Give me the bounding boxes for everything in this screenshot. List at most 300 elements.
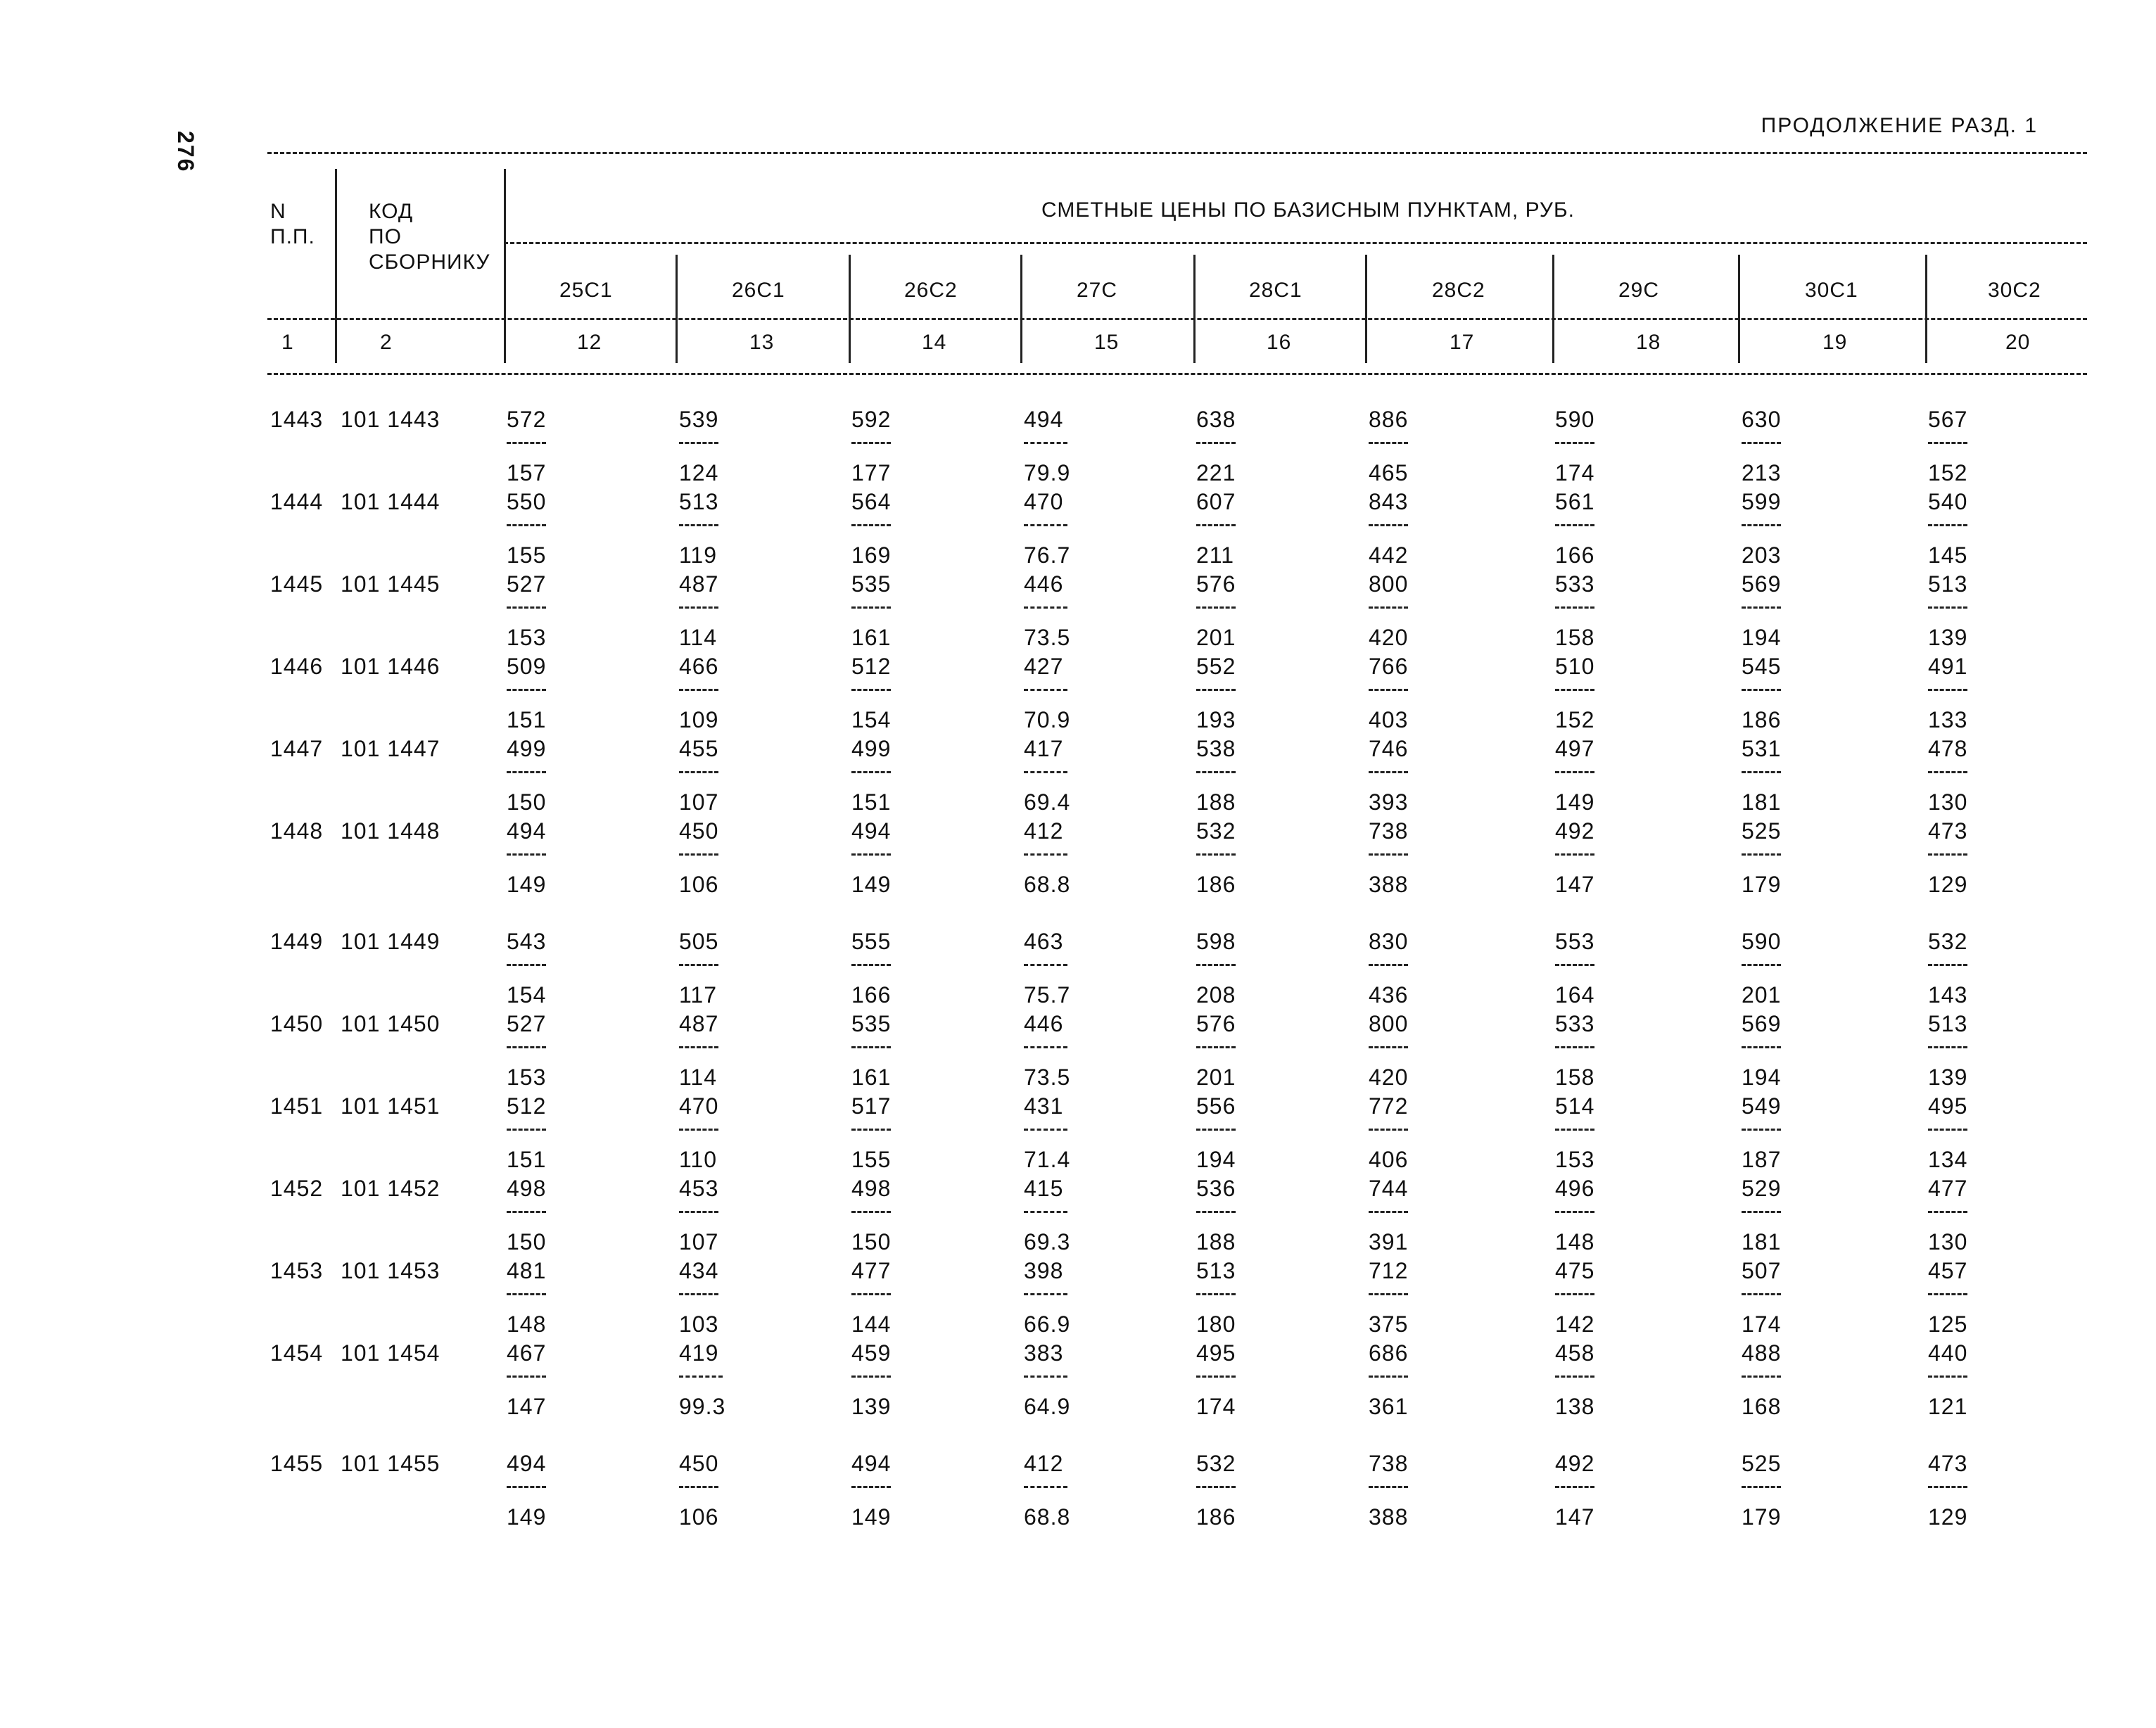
- price-numerator: 487: [679, 1011, 719, 1036]
- column-number-2: 2: [380, 331, 393, 354]
- fraction-line: [507, 442, 546, 444]
- price-denominator: 138: [1555, 1394, 1595, 1419]
- price-denominator: 144: [851, 1311, 892, 1337]
- price-numerator: 513: [1928, 1011, 1968, 1036]
- price-denominator: 152: [1928, 460, 1968, 485]
- row-number: 1448: [270, 818, 324, 844]
- price-numerator: 505: [679, 929, 719, 954]
- price-numerator: 492: [1555, 1451, 1595, 1476]
- price-numerator: 415: [1024, 1176, 1064, 1201]
- fraction-line: [507, 689, 546, 691]
- header-code-1: КОД: [369, 200, 414, 223]
- row-number: 1447: [270, 736, 324, 761]
- price-numerator: 525: [1742, 1451, 1782, 1476]
- price-numerator: 512: [507, 1093, 547, 1119]
- fraction-line: [1196, 1293, 1236, 1295]
- price-denominator: 403: [1369, 707, 1409, 732]
- fraction-line: [851, 442, 891, 444]
- price-numerator: 458: [1555, 1340, 1595, 1366]
- fraction-line: [1369, 524, 1408, 526]
- price-denominator: 154: [507, 982, 547, 1008]
- price-denominator: 139: [1928, 625, 1968, 650]
- price-numerator: 564: [851, 489, 892, 514]
- row-number: 1449: [270, 929, 324, 954]
- price-numerator: 527: [507, 1011, 547, 1036]
- price-numerator: 417: [1024, 736, 1064, 761]
- column-number-18: 18: [1636, 331, 1661, 354]
- row-code: 101 1449: [341, 929, 440, 954]
- fraction-line: [679, 1486, 718, 1488]
- fraction-line: [679, 1376, 723, 1378]
- price-denominator: 68.8: [1024, 1504, 1071, 1530]
- price-denominator: 129: [1928, 1504, 1968, 1530]
- price-numerator: 569: [1742, 571, 1782, 597]
- fraction-line: [1555, 524, 1594, 526]
- fraction-line: [507, 1129, 546, 1131]
- fraction-line: [1024, 1376, 1067, 1378]
- group-title-rule: [504, 242, 2087, 244]
- price-numerator: 531: [1742, 736, 1782, 761]
- fraction-line: [1196, 1129, 1236, 1131]
- column-number-14: 14: [922, 331, 947, 354]
- price-numerator: 478: [1928, 736, 1968, 761]
- fraction-line: [1196, 689, 1236, 691]
- price-denominator: 107: [679, 789, 719, 815]
- fraction-line: [1369, 689, 1408, 691]
- price-denominator: 155: [507, 542, 547, 568]
- price-numerator: 494: [851, 1451, 892, 1476]
- row-number: 1453: [270, 1258, 324, 1283]
- header-column-divider: [676, 255, 678, 363]
- price-denominator: 106: [679, 1504, 719, 1530]
- page-number: 276: [173, 131, 198, 173]
- price-denominator: 157: [507, 460, 547, 485]
- price-denominator: 109: [679, 707, 719, 732]
- price-numerator: 513: [1196, 1258, 1236, 1283]
- price-numerator: 513: [1928, 571, 1968, 597]
- row-number: 1443: [270, 407, 324, 432]
- price-denominator: 465: [1369, 460, 1409, 485]
- fraction-line: [1742, 1293, 1781, 1295]
- price-numerator: 507: [1742, 1258, 1782, 1283]
- fraction-line: [851, 1376, 891, 1378]
- price-numerator: 498: [507, 1176, 547, 1201]
- price-denominator: 174: [1196, 1394, 1236, 1419]
- fraction-line: [1369, 1129, 1408, 1131]
- price-denominator: 151: [507, 1147, 547, 1172]
- price-denominator: 142: [1555, 1311, 1595, 1337]
- header-column-divider: [1365, 255, 1367, 363]
- price-numerator: 477: [1928, 1176, 1968, 1201]
- table-row: [267, 818, 2087, 901]
- price-numerator: 590: [1555, 407, 1595, 432]
- row-code: 101 1452: [341, 1176, 440, 1201]
- price-denominator: 193: [1196, 707, 1236, 732]
- price-numerator: 470: [679, 1093, 719, 1119]
- fraction-line: [1555, 606, 1594, 609]
- price-denominator: 158: [1555, 625, 1595, 650]
- price-denominator: 420: [1369, 625, 1409, 650]
- row-code: 101 1446: [341, 654, 440, 679]
- fraction-line: [1024, 689, 1067, 691]
- price-numerator: 630: [1742, 407, 1782, 432]
- price-denominator: 221: [1196, 460, 1236, 485]
- fraction-line: [1928, 689, 1967, 691]
- fraction-line: [851, 1129, 891, 1131]
- fraction-line: [1369, 1376, 1408, 1378]
- price-denominator: 155: [851, 1147, 892, 1172]
- price-numerator: 494: [507, 1451, 547, 1476]
- table-row: [267, 489, 2087, 571]
- price-numerator: 466: [679, 654, 719, 679]
- price-numerator: 412: [1024, 1451, 1064, 1476]
- price-numerator: 431: [1024, 1093, 1064, 1119]
- fraction-line: [679, 1293, 718, 1295]
- price-numerator: 590: [1742, 929, 1782, 954]
- fraction-line: [851, 1046, 891, 1048]
- fraction-line: [679, 771, 718, 773]
- price-numerator: 830: [1369, 929, 1409, 954]
- price-numerator: 475: [1555, 1258, 1595, 1283]
- price-denominator: 149: [851, 1504, 892, 1530]
- fraction-line: [1369, 1211, 1408, 1213]
- price-numerator: 843: [1369, 489, 1409, 514]
- price-denominator: 66.9: [1024, 1311, 1071, 1337]
- header-bottom-rule: [267, 373, 2087, 375]
- column-number-15: 15: [1094, 331, 1120, 354]
- price-numerator: 539: [679, 407, 719, 432]
- price-denominator: 106: [679, 872, 719, 897]
- price-denominator: 203: [1742, 542, 1782, 568]
- price-numerator: 514: [1555, 1093, 1595, 1119]
- price-numerator: 561: [1555, 489, 1595, 514]
- fraction-line: [851, 524, 891, 526]
- price-numerator: 492: [1555, 818, 1595, 844]
- header-column-divider: [1552, 255, 1554, 363]
- fraction-line: [1196, 1211, 1236, 1213]
- price-denominator: 393: [1369, 789, 1409, 815]
- price-numerator: 487: [679, 571, 719, 597]
- header-code-3: СБОРНИКУ: [369, 250, 490, 274]
- price-numerator: 536: [1196, 1176, 1236, 1201]
- fraction-line: [1555, 1486, 1594, 1488]
- fraction-line: [1196, 853, 1236, 856]
- table-row: [267, 929, 2087, 1011]
- price-numerator: 800: [1369, 1011, 1409, 1036]
- price-numerator: 491: [1928, 654, 1968, 679]
- price-denominator: 420: [1369, 1065, 1409, 1090]
- price-numerator: 738: [1369, 818, 1409, 844]
- fraction-line: [1024, 1211, 1067, 1213]
- fraction-line: [1555, 964, 1594, 966]
- fraction-line: [679, 1046, 718, 1048]
- fraction-line: [851, 964, 891, 966]
- header-n: N: [270, 200, 286, 223]
- price-denominator: 71.4: [1024, 1147, 1071, 1172]
- fraction-line: [1928, 1046, 1967, 1048]
- price-denominator: 79.9: [1024, 460, 1071, 485]
- price-denominator: 64.9: [1024, 1394, 1071, 1419]
- header-column-divider: [1193, 255, 1196, 363]
- price-numerator: 473: [1928, 818, 1968, 844]
- price-denominator: 194: [1196, 1147, 1236, 1172]
- price-numerator: 494: [851, 818, 892, 844]
- fraction-line: [851, 853, 891, 856]
- fraction-line: [507, 964, 546, 966]
- price-numerator: 549: [1742, 1093, 1782, 1119]
- price-numerator: 744: [1369, 1176, 1409, 1201]
- fraction-line: [1742, 1486, 1781, 1488]
- price-denominator: 129: [1928, 872, 1968, 897]
- fraction-line: [1196, 1486, 1236, 1488]
- price-numerator: 545: [1742, 654, 1782, 679]
- price-numerator: 513: [679, 489, 719, 514]
- fraction-line: [507, 771, 546, 773]
- fraction-line: [1024, 606, 1067, 609]
- price-denominator: 179: [1742, 1504, 1782, 1530]
- fraction-line: [679, 1211, 718, 1213]
- fraction-line: [679, 853, 718, 856]
- fraction-line: [1369, 442, 1408, 444]
- continuation-label: ПРОДОЛЖЕНИЕ РАЗД. 1: [1761, 114, 2038, 137]
- price-numerator: 446: [1024, 571, 1064, 597]
- price-numerator: 553: [1555, 929, 1595, 954]
- fraction-line: [1742, 1046, 1781, 1048]
- price-denominator: 180: [1196, 1311, 1236, 1337]
- price-denominator: 166: [1555, 542, 1595, 568]
- header-point-7: 29С: [1618, 279, 1660, 302]
- fraction-line: [1742, 1129, 1781, 1131]
- price-denominator: 187: [1742, 1147, 1782, 1172]
- fraction-line: [1555, 1211, 1594, 1213]
- price-denominator: 149: [507, 1504, 547, 1530]
- price-denominator: 436: [1369, 982, 1409, 1008]
- price-denominator: 114: [679, 1065, 718, 1090]
- price-numerator: 517: [851, 1093, 892, 1119]
- fraction-line: [1742, 964, 1781, 966]
- price-denominator: 147: [1555, 872, 1595, 897]
- fraction-line: [1024, 524, 1067, 526]
- price-numerator: 496: [1555, 1176, 1595, 1201]
- fraction-line: [1369, 964, 1408, 966]
- price-numerator: 533: [1555, 1011, 1595, 1036]
- price-denominator: 125: [1928, 1311, 1968, 1337]
- price-numerator: 556: [1196, 1093, 1236, 1119]
- price-numerator: 470: [1024, 489, 1064, 514]
- fraction-line: [1928, 771, 1967, 773]
- price-numerator: 446: [1024, 1011, 1064, 1036]
- price-denominator: 149: [851, 872, 892, 897]
- price-numerator: 495: [1196, 1340, 1236, 1366]
- fraction-line: [851, 1486, 891, 1488]
- header-point-3: 26С2: [904, 279, 958, 302]
- fraction-line: [1024, 771, 1067, 773]
- fraction-line: [679, 442, 718, 444]
- fraction-line: [507, 606, 546, 609]
- header-point-6: 28С2: [1432, 279, 1485, 302]
- price-denominator: 442: [1369, 542, 1409, 568]
- price-numerator: 499: [507, 736, 547, 761]
- fraction-line: [1196, 1376, 1236, 1378]
- row-number: 1450: [270, 1011, 324, 1036]
- price-denominator: 75.7: [1024, 982, 1071, 1008]
- price-numerator: 529: [1742, 1176, 1782, 1201]
- price-denominator: 361: [1369, 1394, 1409, 1419]
- price-numerator: 488: [1742, 1340, 1782, 1366]
- price-denominator: 161: [851, 1065, 892, 1090]
- column-number-13: 13: [749, 331, 775, 354]
- price-denominator: 148: [507, 1311, 547, 1337]
- row-code: 101 1445: [341, 571, 440, 597]
- fraction-line: [1555, 442, 1594, 444]
- price-numerator: 540: [1928, 489, 1968, 514]
- fraction-line: [1742, 606, 1781, 609]
- price-denominator: 151: [507, 707, 547, 732]
- price-denominator: 147: [507, 1394, 547, 1419]
- column-number-1: 1: [281, 331, 294, 354]
- price-numerator: 440: [1928, 1340, 1968, 1366]
- fraction-line: [1369, 1293, 1408, 1295]
- price-denominator: 188: [1196, 789, 1236, 815]
- price-numerator: 512: [851, 654, 892, 679]
- price-numerator: 498: [851, 1176, 892, 1201]
- price-denominator: 194: [1742, 1065, 1782, 1090]
- price-denominator: 76.7: [1024, 542, 1071, 568]
- fraction-line: [507, 1486, 546, 1488]
- price-denominator: 119: [679, 542, 718, 568]
- fraction-line: [1369, 853, 1408, 856]
- fraction-line: [1742, 771, 1781, 773]
- table-row: [267, 1176, 2087, 1258]
- fraction-line: [1555, 1293, 1594, 1295]
- header-column-divider: [1925, 255, 1927, 363]
- fraction-line: [1196, 771, 1236, 773]
- price-denominator: 151: [851, 789, 892, 815]
- price-numerator: 527: [507, 571, 547, 597]
- price-numerator: 550: [507, 489, 547, 514]
- fraction-line: [1196, 1046, 1236, 1048]
- table-header: [267, 155, 2087, 366]
- price-numerator: 712: [1369, 1258, 1409, 1283]
- price-numerator: 535: [851, 571, 892, 597]
- price-denominator: 168: [1742, 1394, 1782, 1419]
- column-number-17: 17: [1450, 331, 1475, 354]
- price-numerator: 459: [851, 1340, 892, 1366]
- price-numerator: 766: [1369, 654, 1409, 679]
- price-numerator: 598: [1196, 929, 1236, 954]
- fraction-line: [1369, 1046, 1408, 1048]
- price-denominator: 201: [1196, 1065, 1236, 1090]
- row-number: 1444: [270, 489, 324, 514]
- header-point-2: 26С1: [732, 279, 785, 302]
- price-denominator: 208: [1196, 982, 1236, 1008]
- fraction-line: [1928, 524, 1967, 526]
- row-code: 101 1448: [341, 818, 440, 844]
- price-denominator: 186: [1742, 707, 1782, 732]
- fraction-line: [1024, 1129, 1067, 1131]
- header-column-divider: [1020, 255, 1022, 363]
- header-point-9: 30С2: [1988, 279, 2041, 302]
- price-denominator: 110: [679, 1147, 718, 1172]
- price-denominator: 166: [851, 982, 892, 1008]
- table-row: [267, 571, 2087, 654]
- price-numerator: 592: [851, 407, 892, 432]
- price-denominator: 201: [1742, 982, 1782, 1008]
- price-numerator: 453: [679, 1176, 719, 1201]
- price-denominator: 148: [1555, 1229, 1595, 1254]
- price-denominator: 150: [851, 1229, 892, 1254]
- row-code: 101 1455: [341, 1451, 440, 1476]
- fraction-line: [1024, 442, 1067, 444]
- price-denominator: 177: [851, 460, 892, 485]
- price-numerator: 497: [1555, 736, 1595, 761]
- price-numerator: 686: [1369, 1340, 1409, 1366]
- fraction-line: [1024, 1046, 1067, 1048]
- price-denominator: 153: [1555, 1147, 1595, 1172]
- price-denominator: 134: [1928, 1147, 1968, 1172]
- fraction-line: [1928, 853, 1967, 856]
- fraction-line: [1024, 964, 1067, 966]
- header-column-divider: [1738, 255, 1740, 363]
- price-denominator: 143: [1928, 982, 1968, 1008]
- header-point-8: 30С1: [1805, 279, 1858, 302]
- fraction-line: [507, 853, 546, 856]
- price-denominator: 388: [1369, 872, 1409, 897]
- price-numerator: 599: [1742, 489, 1782, 514]
- price-numerator: 450: [679, 1451, 719, 1476]
- price-denominator: 174: [1555, 460, 1595, 485]
- price-numerator: 495: [1928, 1093, 1968, 1119]
- price-numerator: 412: [1024, 818, 1064, 844]
- column-number-16: 16: [1267, 331, 1292, 354]
- price-numerator: 543: [507, 929, 547, 954]
- fraction-line: [1742, 1376, 1781, 1378]
- header-point-4: 27С: [1077, 279, 1118, 302]
- price-numerator: 427: [1024, 654, 1064, 679]
- price-denominator: 152: [1555, 707, 1595, 732]
- price-numerator: 434: [679, 1258, 719, 1283]
- table-row: [267, 407, 2087, 489]
- price-numerator: 576: [1196, 1011, 1236, 1036]
- price-denominator: 161: [851, 625, 892, 650]
- column-number-19: 19: [1822, 331, 1848, 354]
- fraction-line: [507, 1046, 546, 1048]
- table-row: [267, 736, 2087, 818]
- header-code-2: ПО: [369, 225, 402, 248]
- price-denominator: 186: [1196, 872, 1236, 897]
- price-numerator: 383: [1024, 1340, 1064, 1366]
- price-denominator: 69.4: [1024, 789, 1071, 815]
- price-denominator: 99.3: [679, 1394, 726, 1419]
- fraction-line: [851, 1293, 891, 1295]
- price-numerator: 576: [1196, 571, 1236, 597]
- header-column-divider: [504, 169, 506, 363]
- column-number-20: 20: [2005, 331, 2031, 354]
- price-denominator: 149: [507, 872, 547, 897]
- price-numerator: 499: [851, 736, 892, 761]
- price-denominator: 181: [1742, 1229, 1782, 1254]
- fraction-line: [507, 524, 546, 526]
- price-numerator: 555: [851, 929, 892, 954]
- price-denominator: 174: [1742, 1311, 1782, 1337]
- price-denominator: 164: [1555, 982, 1595, 1008]
- price-denominator: 179: [1742, 872, 1782, 897]
- price-numerator: 467: [507, 1340, 547, 1366]
- row-number: 1445: [270, 571, 324, 597]
- price-numerator: 738: [1369, 1451, 1409, 1476]
- price-denominator: 73.5: [1024, 1065, 1071, 1090]
- fraction-line: [1555, 1046, 1594, 1048]
